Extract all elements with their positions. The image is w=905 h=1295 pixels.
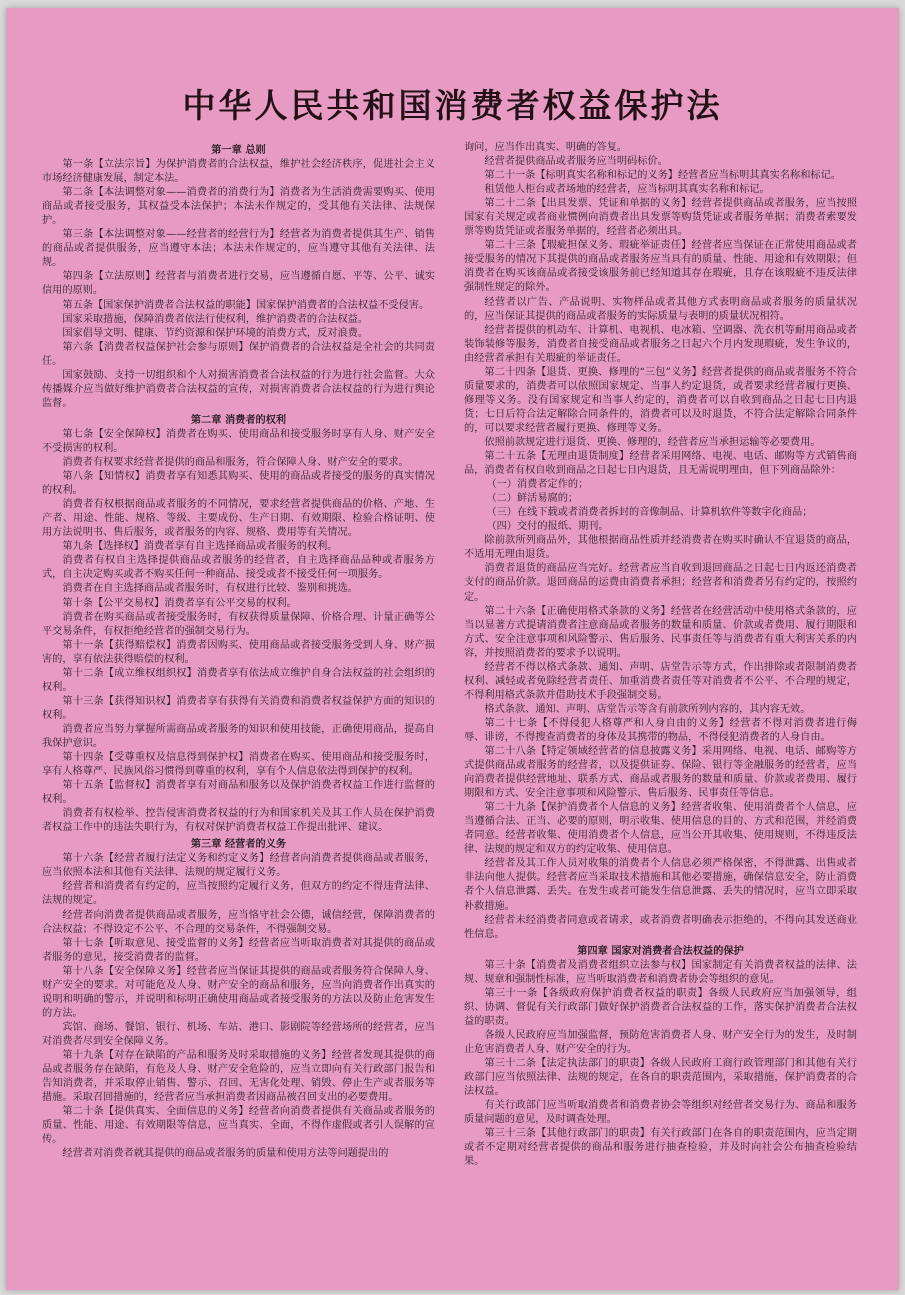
article-paragraph: 第二十二条【出具发票、凭证和单据的义务】经营者提供商品或者服务，应当按照国家有关规定或者商业惯例向消费者出具发票等购货凭证或者服务单据；消费者索要发票等购货凭证或者服务单据的，经营者必须出具。	[464, 198, 857, 238]
article-paragraph: 第一条【立法宗旨】为保护消费者的合法权益，维护社会经济秩序，促进社会主义市场经济健康发展，制定本法。	[42, 159, 435, 185]
article-paragraph: 第六条【消费者权益保护社会参与原则】保护消费者的合法权益是全社会的共同责任。	[42, 341, 435, 367]
article-paragraph: 第十五条【监督权】消费者享有对商品和服务以及保护消费者权益工作进行监督的权利。	[42, 780, 435, 806]
article-paragraph: 国家鼓励、支持一切组织和个人对损害消费者合法权益的行为进行社会监督。大众传播媒介应当做好维护消费者合法权益的宣传，对损害消费者合法权益的行为进行舆论监督。	[42, 369, 435, 409]
article-paragraph: 消费者应当努力掌握所需商品或者服务的知识和使用技能，正确使用商品，提高自我保护意识。	[42, 723, 435, 749]
article-paragraph: 消费者有权根据商品或者服务的不同情况，要求经营者提供商品的价格、产地、生产者、用途、性能、规格、等级、主要成份、生产日期、有效期限、检验合格证明、使用方法说明书、售后服务，或者服务的内容、规格、费用等有关情况。	[42, 499, 435, 539]
article-paragraph: 第三条【本法调整对象——经营者的经营行为】经营者为消费者提供其生产、销售的商品或者提供服务，应当遵守本法；本法未作规定的，应当遵守其他有关法律、法规。	[42, 229, 435, 269]
article-paragraph: 第十六条【经营者履行法定义务和约定义务】经营者向消费者提供商品或者服务，应当依照本法和其他有关法律、法规的规定履行义务。	[42, 853, 435, 879]
chapter-heading: 第一章 总则	[211, 144, 266, 156]
article-paragraph: 第二十六条【正确使用格式条款的义务】经营者在经营活动中使用格式条款的，应当以显著方式提请消费者注意商品或者服务的数量和质量、价款或者费用、履行期限和方式、安全注意事项和风险警示、售后服务、民事责任等与消费者有重大利害关系的内容，并按照消费者的要求予以说明。	[464, 605, 857, 659]
article-paragraph: 依照前款规定进行退货、更换、修理的，经营者应当承担运输等必要费用。	[484, 436, 821, 448]
article-paragraph: 第七条【安全保障权】消费者在购买、使用商品和接受服务时享有人身、财产安全不受损害的权利。	[42, 428, 435, 454]
article-paragraph: 第二十八条【特定领域经营者的信息披露义务】采用网络、电视、电话、邮购等方式提供商品或者服务的经营者，以及提供证券、保险、银行等金融服务的经营者，应当向消费者提供经营地址、联系方式、商品或者服务的数量和质量、价款或者费用、履行期限和方式、安全注意事项和风险警示、售后服务、民事责任等信息。	[464, 746, 857, 800]
article-paragraph: 第十四条【受尊重权及信息得到保护权】消费者在购买、使用商品和接受服务时，享有人格尊严、民族风俗习惯得到尊重的权利，享有个人信息依法得到保护的权利。	[42, 752, 435, 778]
article-paragraph: 消费者有权检举、控告侵害消费者权益的行为和国家机关及其工作人员在保护消费者权益工作中的违法失职行为，有权对保护消费者权益工作提出批评、建议。	[42, 808, 435, 834]
article-paragraph: 经营者以广告、产品说明、实物样品或者其他方式表明商品或者服务的质量状况的，应当保证其提供的商品或者服务的实际质量与表明的质量状况相符。	[464, 296, 857, 322]
article-paragraph: 除前款所列商品外，其他根据商品性质并经消费者在购买时确认不宜退货的商品，不适用无理由退货。	[464, 535, 857, 561]
article-paragraph: 第三十条【消费者及消费者组织立法参与权】国家制定有关消费者权益的法律、法规、规章和强制性标准，应当听取消费者和消费者协会等组织的意见。	[464, 959, 857, 985]
article-paragraph: 第二十四条【退货、更换、修理的“三包”义务】经营者提供的商品或者服务不符合质量要求的，消费者可以依照国家规定、当事人约定退货，或者要求经营者履行更换、修理等义务。没有国家规定和当事人约定的，消费者可以自收到商品之日起七日内退货；七日后符合法定解除合同条件的，消费者可以及时退货，不符合法定解除合同条件的，可以要求经营者履行更换、修理等义务。	[464, 366, 857, 434]
right-column	[464, 141, 857, 1261]
article-paragraph: 第二十七条【不得侵犯人格尊严和人身自由的义务】经营者不得对消费者进行侮辱、诽谤，不得搜查消费者的身体及其携带的物品，不得侵犯消费者的人身自由。	[464, 717, 857, 743]
list-item: （四）交付的报纸、期刊。	[486, 521, 609, 533]
article-paragraph: 第二条【本法调整对象——消费者的消费行为】消费者为生活消费需要购买、使用商品或者接受服务，其权益受本法保护；本法未作规定的，受其他有关法律、法规保护。	[42, 187, 435, 227]
article-paragraph: 第二十九条【保护消费者个人信息的义务】经营者收集、使用消费者个人信息，应当遵循合法、正当、必要的原则，明示收集、使用信息的目的、方式和范围，并经消费者同意。经营者收集、使用消费者个人信息，应当公开其收集、使用规则，不得违反法律、法规的规定和双方的约定收集、使用信息。	[464, 802, 857, 856]
article-paragraph: 第十三条【获得知识权】消费者享有获得有关消费和消费者权益保护方面的知识的权利。	[42, 695, 435, 721]
chapter-heading: 第四章 国家对消费者合法权益的保护	[577, 944, 744, 957]
article-paragraph: 有关行政部门应当听取消费者和消费者协会等组织对经营者交易行为、商品和服务质量问题的意见，及时调查处理。	[464, 1100, 857, 1126]
article-paragraph: 国家倡导文明、健康、节约资源和保护环境的消费方式，反对浪费。	[62, 327, 369, 339]
article-paragraph: 经营者提供商品或者服务应当明码标价。	[484, 156, 668, 168]
article-paragraph: 国家采取措施，保障消费者依法行使权利，维护消费者的合法权益。	[62, 313, 369, 325]
article-paragraph: 第十二条【成立维权组织权】消费者享有依法成立维护自身合法权益的社会组织的权利。	[42, 667, 435, 693]
article-paragraph: 经营者提供的机动车、计算机、电视机、电冰箱、空调器、洗衣机等耐用商品或者装饰装修等服务，消费者自接受商品或者服务之日起六个月内发现瑕疵，发生争议的，由经营者承担有关瑕疵的举证责任。	[464, 324, 857, 364]
article-paragraph: 消费者有权要求经营者提供的商品和服务，符合保障人身、财产安全的要求。	[62, 457, 409, 469]
article-paragraph: 经营者未经消费者同意或者请求，或者消费者明确表示拒绝的，不得向其发送商业性信息。	[464, 914, 857, 940]
article-paragraph: 消费者在购买商品或者接受服务时，有权获得质量保障、价格合理、计量正确等公平交易条件，有权拒绝经营者的强制交易行为。	[42, 611, 435, 637]
article-paragraph: 第三十二条【法定执法部门的职责】各级人民政府工商行政管理部门和其他有关行政部门应当依照法律、法规的规定，在各自的职责范围内，采取措施，保护消费者的合法权益。	[464, 1058, 857, 1098]
article-paragraph: 第五条【国家保护消费者合法权益的职能】国家保护消费者的合法权益不受侵害。	[62, 299, 430, 311]
article-paragraph: 消费者有权自主选择提供商品或者服务的经营者，自主选择商品品种或者服务方式，自主决定购买或者不购买任何一种商品、接受或者不接受任何一项服务。	[42, 555, 435, 581]
article-paragraph: 格式条款、通知、声明、店堂告示等含有前款所列内容的，其内容无效。	[484, 703, 811, 715]
article-paragraph: 第三十一条【各级政府保护消费者权益的职责】各级人民政府应当加强领导，组织、协调、督促有关行政部门做好保护消费者合法权益的工作，落实保护消费者合法权益的职责。	[464, 987, 857, 1027]
article-paragraph: 第十九条【对存在缺陷的产品和服务及时采取措施的义务】经营者发现其提供的商品或者服务存在缺陷，有危及人身、财产安全危险的，应当立即向有关行政部门报告和告知消费者，并采取停止销售、警示、召回、无害化处理、销毁、停止生产或者服务等措施。采取召回措施的，经营者应当承担消费者因商品被召回支出的必要费用。	[42, 1050, 435, 1104]
article-paragraph: 第九条【选择权】消费者享有自主选择商品或者服务的权利。	[62, 541, 338, 553]
article-paragraph: 第十条【公平交易权】消费者享有公平交易的权利。	[62, 597, 297, 609]
article-paragraph: 第二十三条【瑕疵担保义务、瑕疵举证责任】经营者应当保证在正常使用商品或者接受服务的情况下其提供的商品或者服务应当具有的质量、性能、用途和有效期限；但消费者在购买该商品或者接受该服务前已经知道其存在瑕疵，且存在该瑕疵不违反法律强制性规定的除外。	[464, 240, 857, 294]
list-item: （二）鲜活易腐的；	[486, 493, 579, 505]
article-paragraph: 第十七条【听取意见、接受监督的义务】经营者应当听取消费者对其提供的商品或者服务的意见，接受消费者的监督。	[42, 937, 435, 963]
list-item: （一）消费者定作的；	[486, 479, 589, 491]
article-paragraph: 第八条【知情权】消费者享有知悉其购买、使用的商品或者接受的服务的真实情况的权利。	[42, 471, 435, 497]
article-paragraph: 经营者对消费者就其提供的商品或者服务的质量和使用方法等问题提出的	[62, 1148, 389, 1160]
article-paragraph: 经营者不得以格式条款、通知、声明、店堂告示等方式，作出排除或者限制消费者权利、减轻或者免除经营者责任、加重消费者责任等对消费者不公平、不合理的规定，不得利用格式条款并借助技术手段强制交易。	[464, 661, 857, 701]
article-paragraph: 第二十条【提供真实、全面信息的义务】经营者向消费者提供有关商品或者服务的质量、性能、用途、有效期限等信息，应当真实、全面，不得作虚假或者引人误解的宣传。	[42, 1106, 435, 1146]
left-column	[42, 141, 435, 1261]
law-poster	[6, 8, 899, 1290]
article-paragraph: 第十一条【获得赔偿权】消费者因购买、使用商品或者接受服务受到人身、财产损害的，享有依法获得赔偿的权利。	[42, 639, 435, 665]
article-paragraph: 经营者和消费者有约定的，应当按照约定履行义务，但双方的约定不得违背法律、法规的规定。	[42, 881, 435, 907]
article-paragraph: 经营者及其工作人员对收集的消费者个人信息必须严格保密，不得泄露、出售或者非法向他人提供。经营者应当采取技术措施和其他必要措施，确保信息安全，防止消费者个人信息泄露、丢失。在发生或者可能发生信息泄露、丢失的情况时，应当立即采取补救措施。	[464, 858, 857, 912]
page-title: 中华人民共和国消费者权益保护法	[182, 86, 723, 125]
article-paragraph: 各级人民政府应当加强监督，预防危害消费者人身、财产安全行为的发生，及时制止危害消费者人身、财产安全的行为。	[464, 1029, 857, 1055]
article-paragraph: 第二十五条【无理由退货制度】经营者采用网络、电视、电话、邮购等方式销售商品，消费者有权自收到商品之日起七日内退货，且无需说明理由，但下列商品除外：	[464, 451, 857, 477]
article-paragraph: 经营者向消费者提供商品或者服务，应当恪守社会公德，诚信经营，保障消费者的合法权益；不得设定不公平、不合理的交易条件，不得强制交易。	[42, 909, 435, 935]
chapter-heading: 第三章 经营者的义务	[190, 838, 287, 851]
article-paragraph: 第十八条【安全保障义务】经营者应当保证其提供的商品或者服务符合保障人身、财产安全的要求。对可能危及人身、财产安全的商品和服务，应当向消费者作出真实的说明和明确的警示，并说明和标明正确使用商品或者接受服务的方法以及防止危害发生的方法。	[42, 965, 435, 1019]
article-paragraph: 第二十一条【标明真实名称和标记的义务】经营者应当标明其真实名称和标记。	[484, 170, 841, 182]
list-item: （三）在线下载或者消费者拆封的音像制品、计算机软件等数字化商品；	[486, 507, 813, 519]
chapter-heading: 第二章 消费者的权利	[190, 413, 287, 426]
article-paragraph: 宾馆、商场、餐馆、银行、机场、车站、港口、影剧院等经营场所的经营者，应当对消费者尽到安全保障义务。	[42, 1021, 435, 1047]
article-paragraph: 租赁他人柜台或者场地的经营者，应当标明其真实名称和标记。	[484, 184, 770, 196]
article-paragraph: 询问，应当作出真实、明确的答复。	[464, 142, 627, 153]
article-paragraph: 消费者在自主选择商品或者服务时，有权进行比较、鉴别和挑选。	[62, 583, 358, 595]
article-paragraph: 第四条【立法原则】经营者与消费者进行交易，应当遵循自愿、平等、公平、诚实信用的原则。	[42, 271, 435, 297]
article-paragraph: 第三十三条【其他行政部门的职责】有关行政部门在各自的职责范围内，应当定期或者不定期对经营者提供的商品和服务进行抽查检验，并及时向社会公布抽查检验结果。	[464, 1128, 857, 1168]
article-paragraph: 消费者退货的商品应当完好。经营者应当自收到退回商品之日起七日内返还消费者支付的商品价款。退回商品的运费由消费者承担；经营者和消费者另有约定的，按照约定。	[464, 563, 857, 603]
